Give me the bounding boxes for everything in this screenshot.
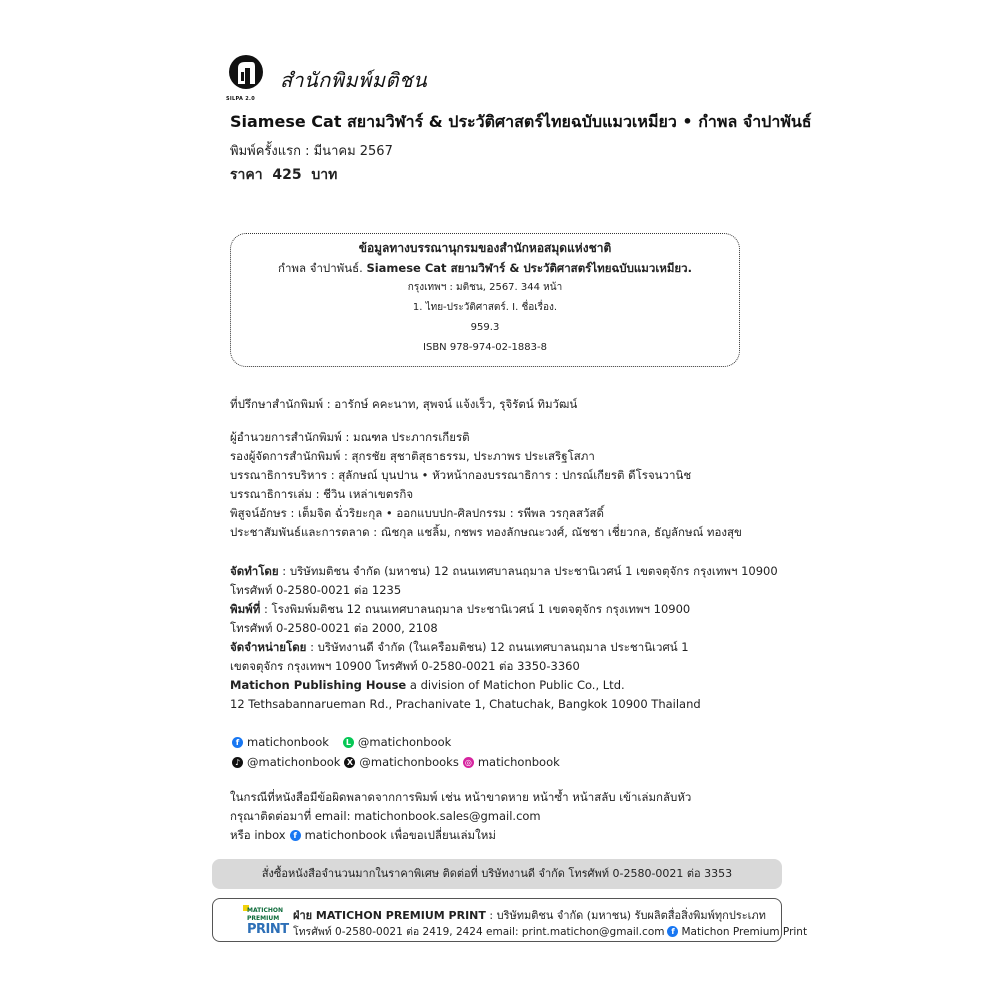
printed-text: : โรงพิมพ์มติชน 12 ถนนเทศบาลนฤมาล ประชานิเวศน์ 1 เขตจตุจักร กรุงเทพฯ 10900 bbox=[260, 602, 691, 616]
deputy-line: รองผู้จัดการสำนักพิมพ์ : สุกรชัย สุชาติสุธาธรรม, ประภาพร ประเสริฐโสภา bbox=[230, 449, 595, 463]
cip-classification: 959.3 bbox=[470, 322, 500, 333]
cip-subjects: 1. ไทย-ประวัติศาสตร์. I. ชื่อเรื่อง. bbox=[412, 302, 558, 313]
price-unit: บาท bbox=[311, 167, 338, 183]
distributor-line-2: เขตจตุจักร กรุงเทพฯ 10900 โทรศัพท์ 0-2580-0021 ต่อ 3350-3360 bbox=[230, 659, 580, 673]
instagram-handle[interactable]: matichonbook bbox=[477, 755, 560, 769]
logo-text-1: MATICHON bbox=[247, 907, 284, 914]
errata-facebook[interactable]: matichonbook bbox=[304, 828, 387, 842]
matichon-premium-print-logo bbox=[243, 905, 289, 937]
facebook-handle[interactable]: matichonbook bbox=[247, 735, 329, 749]
produced-text: : บริษัทมติชน จำกัด (มหาชน) 12 ถนนเทศบาลนฤมาล ประชานิเวศน์ 1 เขตจตุจักร กรุงเทพฯ 10900 bbox=[278, 564, 778, 578]
book-title bbox=[230, 110, 812, 135]
facebook-icon: f bbox=[232, 737, 243, 748]
bulk-order-bar: สั่งซื้อหนังสือจำนวนมากในราคาพิเศษ ติดต่อที่ บริษัทงานดี จำกัด โทรศัพท์ 0-2580-0021 ต่อ 3353 bbox=[212, 859, 782, 889]
errata-line-3 bbox=[230, 826, 691, 845]
cip-title-thai: สยามวิฬาร์ & ประวัติศาสตร์ไทยฉบับแมวเหมียว. bbox=[450, 261, 692, 275]
cip-isbn: ISBN 978-974-02-1883-8 bbox=[423, 342, 547, 353]
premium-print-contact: โทรศัพท์ 0-2580-0021 ต่อ 2419, 2424 email: print.matichon@gmail.com bbox=[293, 926, 665, 938]
publisher-signature: สำนักพิมพ์มติชน bbox=[280, 68, 428, 92]
premium-print-desc: : บริษัทมติชน จำกัด (มหาชน) รับผลิตสื่อสิ่งพิมพ์ทุกประเภท bbox=[485, 909, 766, 922]
credits-block bbox=[230, 428, 742, 542]
instagram-icon: ◎ bbox=[463, 757, 474, 768]
edition-line: พิมพ์ครั้งแรก : มีนาคม 2567 bbox=[230, 144, 393, 159]
distributor-line bbox=[230, 638, 778, 657]
price-value: 425 bbox=[272, 167, 302, 183]
cip-heading: ข้อมูลทางบรรณานุกรมของสำนักหอสมุดแห่งชาติ bbox=[358, 241, 612, 255]
produced-label: จัดทำโดย bbox=[230, 564, 279, 578]
cip-author: กำพล จำปาพันธ์. bbox=[278, 261, 367, 275]
x-icon: X bbox=[344, 757, 355, 768]
errata-block bbox=[230, 788, 691, 845]
facebook-icon: f bbox=[290, 830, 301, 841]
editor-line: บรรณาธิการเล่ม : ชีวิน เหล่าเขตรกิจ bbox=[230, 487, 414, 501]
production-block bbox=[230, 562, 778, 714]
line-handle[interactable]: @matichonbook bbox=[357, 735, 452, 749]
social-row-2 bbox=[232, 755, 560, 769]
logo-caption: SILPA 2.0 bbox=[226, 96, 256, 102]
premium-print-dept: ฝ่าย MATICHON PREMIUM PRINT bbox=[293, 909, 486, 922]
line-icon: L bbox=[343, 737, 354, 748]
printed-label: พิมพ์ที่ bbox=[230, 602, 261, 616]
premium-print-line-1 bbox=[293, 906, 766, 924]
logo-text-2: PREMIUM bbox=[247, 915, 280, 922]
cip-box bbox=[230, 233, 740, 367]
title-thai: สยามวิฬาร์ & ประวัติศาสตร์ไทยฉบับแมวเหมียว • กำพล จำปาพันธ์ bbox=[347, 112, 812, 131]
advisors-line: ที่ปรึกษาสำนักพิมพ์ : อารักษ์ คคะนาท, สุพจน์ แจ้งเร็ว, รุจิรัตน์ ทิมวัฒน์ bbox=[230, 397, 578, 411]
errata-line-1: ในกรณีที่หนังสือมีข้อผิดพลาดจากการพิมพ์ เช่น หน้าขาดหาย หน้าซ้ำ หน้าสลับ เข้าเล่มกลับหัว bbox=[230, 790, 692, 804]
errata-exchange: เพื่อขอเปลี่ยนเล่มใหม่ bbox=[390, 828, 496, 842]
premium-print-line-2 bbox=[293, 923, 807, 940]
printed-line bbox=[230, 600, 778, 619]
premium-print-box bbox=[212, 898, 808, 942]
cip-author-title bbox=[231, 258, 739, 278]
x-handle[interactable]: @matichonbooks bbox=[359, 755, 459, 769]
director-line: ผู้อำนวยการสำนักพิมพ์ : มณฑล ประภากรเกียรติ bbox=[230, 430, 470, 444]
proof-design-line: พิสูจน์อักษร : เต็มจิต ฉั่วริยะกุล • ออกแบบปก-ศิลปกรรม : รพีพล วรกุลสวัสดิ์ bbox=[230, 506, 604, 520]
errata-inbox: หรือ inbox bbox=[230, 828, 286, 842]
distributor-label: จัดจำหน่ายโดย bbox=[230, 640, 307, 654]
publishing-house-rest: a division of Matichon Public Co., Ltd. bbox=[406, 678, 625, 692]
publisher-logo bbox=[228, 54, 264, 100]
produced-phone: โทรศัพท์ 0-2580-0021 ต่อ 1235 bbox=[230, 583, 402, 597]
printed-phone: โทรศัพท์ 0-2580-0021 ต่อ 2000, 2108 bbox=[230, 621, 438, 635]
errata-line-2: กรุณาติดต่อมาที่ email: matichonbook.sales@gmail.com bbox=[230, 809, 541, 823]
pr-marketing-line: ประชาสัมพันธ์และการตลาด : ณิชกุล แชลิ้ม, กชพร ทองลักษณะวงศ์, ณัชชา เชี่ยวกล, ธัญลักษณ์ ทองสุข bbox=[230, 525, 742, 539]
price-line bbox=[230, 164, 337, 186]
tiktok-handle[interactable]: @matichonbook bbox=[247, 755, 341, 769]
address-en: 12 Tethsabannarueman Rd., Prachanivate 1, Chatuchak, Bangkok 10900 Thailand bbox=[230, 697, 701, 711]
cip-title-latin: Siamese Cat bbox=[366, 261, 451, 275]
tiktok-icon: ♪ bbox=[232, 757, 243, 768]
title-latin: Siamese Cat bbox=[230, 112, 348, 131]
publishing-house-name: Matichon Publishing House bbox=[230, 678, 407, 692]
price-label: ราคา bbox=[230, 167, 263, 183]
managing-editor-line: บรรณาธิการบริหาร : สุลักษณ์ บุนปาน • หัวหน้ากองบรรณาธิการ : ปกรณ์เกียรติ ดีโรจนวานิช bbox=[230, 468, 692, 482]
produced-line bbox=[230, 562, 778, 581]
premium-print-facebook[interactable]: Matichon Premium Print bbox=[681, 925, 808, 938]
cip-imprint: กรุงเทพฯ : มติชน, 2567. 344 หน้า bbox=[407, 282, 563, 293]
social-row-1 bbox=[232, 735, 451, 749]
distributor-text: : บริษัทงานดี จำกัด (ในเครือมติชน) 12 ถนนเทศบาลนฤมาล ประชานิเวศน์ 1 bbox=[306, 640, 689, 654]
publishing-house-line bbox=[230, 676, 778, 695]
logo-text-3: PRINT bbox=[247, 922, 289, 937]
facebook-icon: f bbox=[667, 926, 678, 937]
